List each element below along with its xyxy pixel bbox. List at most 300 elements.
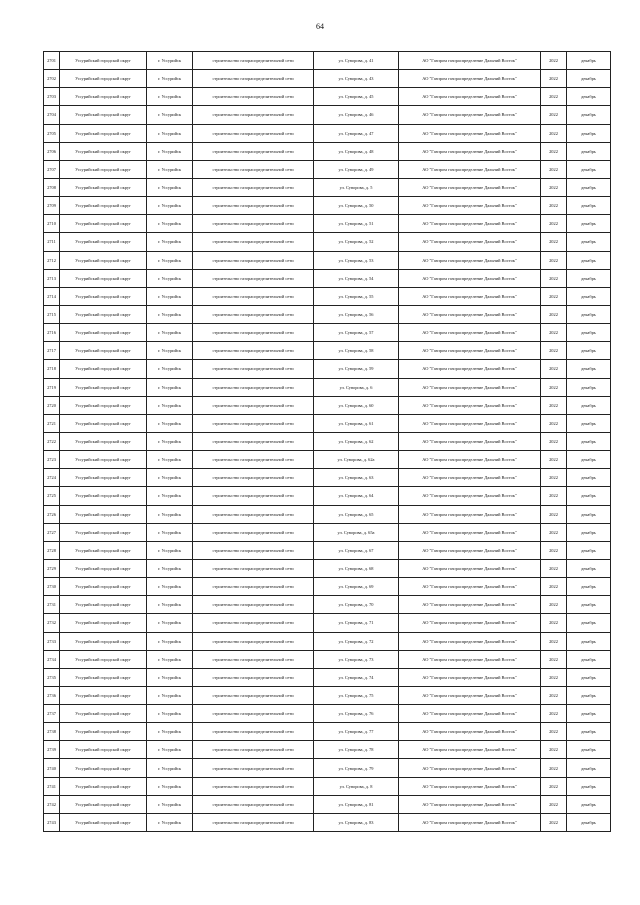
month-cell: декабрь [567, 160, 611, 178]
district-cell: Уссурийский городской округ [60, 759, 147, 777]
year-cell: 2022 [541, 632, 567, 650]
district-cell: Уссурийский городской округ [60, 596, 147, 614]
row-number-cell: 2727 [44, 523, 60, 541]
month-cell: декабрь [567, 360, 611, 378]
table-row [44, 705, 611, 723]
address-cell: ул. Суворова, д. 67 [314, 541, 399, 559]
row-number-cell: 2740 [44, 759, 60, 777]
address-cell: ул. Суворова, д. 6 [314, 378, 399, 396]
organization-cell: АО "Газпром газораспределение Дальний Восток" [399, 541, 541, 559]
work-type-cell: строительство газораспределительной сети [193, 686, 314, 704]
work-type-cell: строительство газораспределительной сети [193, 795, 314, 813]
table-row [44, 142, 611, 160]
district-cell: Уссурийский городской округ [60, 342, 147, 360]
address-cell: ул. Суворова, д. 56 [314, 305, 399, 323]
month-cell: декабрь [567, 705, 611, 723]
table-row [44, 287, 611, 305]
year-cell: 2022 [541, 668, 567, 686]
year-cell: 2022 [541, 178, 567, 196]
organization-cell: АО "Газпром газораспределение Дальний Восток" [399, 324, 541, 342]
address-cell: ул. Суворова, д. 65а [314, 523, 399, 541]
address-cell: ул. Суворова, д. 59 [314, 360, 399, 378]
work-type-cell: строительство газораспределительной сети [193, 650, 314, 668]
work-type-cell: строительство газораспределительной сети [193, 559, 314, 577]
address-cell: ул. Суворова, д. 70 [314, 596, 399, 614]
organization-cell: АО "Газпром газораспределение Дальний Восток" [399, 360, 541, 378]
city-cell: г. Уссурийск [147, 52, 193, 70]
district-cell: Уссурийский городской округ [60, 305, 147, 323]
month-cell: декабрь [567, 88, 611, 106]
district-cell: Уссурийский городской округ [60, 324, 147, 342]
row-number-cell: 2730 [44, 578, 60, 596]
organization-cell: АО "Газпром газораспределение Дальний Восток" [399, 378, 541, 396]
city-cell: г. Уссурийск [147, 705, 193, 723]
district-cell: Уссурийский городской округ [60, 88, 147, 106]
address-cell: ул. Суворова, д. 72 [314, 632, 399, 650]
month-cell: декабрь [567, 269, 611, 287]
address-cell: ул. Суворова, д. 64 [314, 487, 399, 505]
month-cell: декабрь [567, 233, 611, 251]
city-cell: г. Уссурийск [147, 88, 193, 106]
organization-cell: АО "Газпром газораспределение Дальний Восток" [399, 305, 541, 323]
work-type-cell: строительство газораспределительной сети [193, 414, 314, 432]
work-type-cell: строительство газораспределительной сети [193, 741, 314, 759]
city-cell: г. Уссурийск [147, 559, 193, 577]
district-cell: Уссурийский городской округ [60, 541, 147, 559]
year-cell: 2022 [541, 505, 567, 523]
work-type-cell: строительство газораспределительной сети [193, 88, 314, 106]
work-type-cell: строительство газораспределительной сети [193, 632, 314, 650]
district-cell: Уссурийский городской округ [60, 813, 147, 831]
city-cell: г. Уссурийск [147, 632, 193, 650]
month-cell: декабрь [567, 578, 611, 596]
district-cell: Уссурийский городской округ [60, 614, 147, 632]
month-cell: декабрь [567, 523, 611, 541]
city-cell: г. Уссурийск [147, 523, 193, 541]
month-cell: декабрь [567, 52, 611, 70]
city-cell: г. Уссурийск [147, 432, 193, 450]
organization-cell: АО "Газпром газораспределение Дальний Восток" [399, 142, 541, 160]
district-cell: Уссурийский городской округ [60, 487, 147, 505]
table-row [44, 378, 611, 396]
work-type-cell: строительство газораспределительной сети [193, 233, 314, 251]
district-cell: Уссурийский городской округ [60, 70, 147, 88]
work-type-cell: строительство газораспределительной сети [193, 342, 314, 360]
month-cell: декабрь [567, 777, 611, 795]
city-cell: г. Уссурийск [147, 813, 193, 831]
row-number-cell: 2707 [44, 160, 60, 178]
row-number-cell: 2701 [44, 52, 60, 70]
address-cell: ул. Суворова, д. 60 [314, 396, 399, 414]
district-cell: Уссурийский городской округ [60, 52, 147, 70]
work-type-cell: строительство газораспределительной сети [193, 160, 314, 178]
city-cell: г. Уссурийск [147, 287, 193, 305]
district-cell: Уссурийский городской округ [60, 414, 147, 432]
district-cell: Уссурийский городской округ [60, 668, 147, 686]
organization-cell: АО "Газпром газораспределение Дальний Восток" [399, 233, 541, 251]
table-row [44, 578, 611, 596]
city-cell: г. Уссурийск [147, 324, 193, 342]
organization-cell: АО "Газпром газораспределение Дальний Восток" [399, 632, 541, 650]
year-cell: 2022 [541, 559, 567, 577]
month-cell: декабрь [567, 251, 611, 269]
year-cell: 2022 [541, 378, 567, 396]
work-type-cell: строительство газораспределительной сети [193, 124, 314, 142]
row-number-cell: 2706 [44, 142, 60, 160]
work-type-cell: строительство газораспределительной сети [193, 777, 314, 795]
work-type-cell: строительство газораспределительной сети [193, 360, 314, 378]
month-cell: декабрь [567, 305, 611, 323]
table-row [44, 686, 611, 704]
work-type-cell: строительство газораспределительной сети [193, 487, 314, 505]
table-row [44, 813, 611, 831]
month-cell: декабрь [567, 378, 611, 396]
city-cell: г. Уссурийск [147, 668, 193, 686]
row-number-cell: 2705 [44, 124, 60, 142]
address-cell: ул. Суворова, д. 57 [314, 324, 399, 342]
row-number-cell: 2703 [44, 88, 60, 106]
work-type-cell: строительство газораспределительной сети [193, 541, 314, 559]
address-cell: ул. Суворова, д. 73 [314, 650, 399, 668]
address-cell: ул. Суворова, д. 62а [314, 451, 399, 469]
table-row [44, 632, 611, 650]
year-cell: 2022 [541, 451, 567, 469]
district-cell: Уссурийский городской округ [60, 451, 147, 469]
row-number-cell: 2731 [44, 596, 60, 614]
district-cell: Уссурийский городской округ [60, 396, 147, 414]
year-cell: 2022 [541, 70, 567, 88]
organization-cell: АО "Газпром газораспределение Дальний Восток" [399, 686, 541, 704]
month-cell: декабрь [567, 432, 611, 450]
year-cell: 2022 [541, 197, 567, 215]
city-cell: г. Уссурийск [147, 795, 193, 813]
year-cell: 2022 [541, 233, 567, 251]
district-cell: Уссурийский городской округ [60, 197, 147, 215]
row-number-cell: 2724 [44, 469, 60, 487]
organization-cell: АО "Газпром газораспределение Дальний Восток" [399, 813, 541, 831]
city-cell: г. Уссурийск [147, 759, 193, 777]
city-cell: г. Уссурийск [147, 360, 193, 378]
table-row [44, 487, 611, 505]
table-row [44, 52, 611, 70]
organization-cell: АО "Газпром газораспределение Дальний Восток" [399, 578, 541, 596]
year-cell: 2022 [541, 124, 567, 142]
row-number-cell: 2721 [44, 414, 60, 432]
row-number-cell: 2713 [44, 269, 60, 287]
district-cell: Уссурийский городской округ [60, 741, 147, 759]
district-cell: Уссурийский городской округ [60, 705, 147, 723]
organization-cell: АО "Газпром газораспределение Дальний Восток" [399, 342, 541, 360]
address-cell: ул. Суворова, д. 69 [314, 578, 399, 596]
year-cell: 2022 [541, 106, 567, 124]
district-cell: Уссурийский городской округ [60, 124, 147, 142]
row-number-cell: 2722 [44, 432, 60, 450]
organization-cell: АО "Газпром газораспределение Дальний Восток" [399, 795, 541, 813]
address-cell: ул. Суворова, д. 79 [314, 759, 399, 777]
organization-cell: АО "Газпром газораспределение Дальний Восток" [399, 614, 541, 632]
row-number-cell: 2717 [44, 342, 60, 360]
organization-cell: АО "Газпром газораспределение Дальний Восток" [399, 215, 541, 233]
table-body [44, 52, 611, 832]
address-cell: ул. Суворова, д. 71 [314, 614, 399, 632]
row-number-cell: 2737 [44, 705, 60, 723]
row-number-cell: 2736 [44, 686, 60, 704]
address-cell: ул. Суворова, д. 76 [314, 705, 399, 723]
month-cell: декабрь [567, 614, 611, 632]
address-cell: ул. Суворова, д. 63 [314, 469, 399, 487]
row-number-cell: 2728 [44, 541, 60, 559]
work-type-cell: строительство газораспределительной сети [193, 251, 314, 269]
address-cell: ул. Суворова, д. 5 [314, 178, 399, 196]
row-number-cell: 2708 [44, 178, 60, 196]
work-type-cell: строительство газораспределительной сети [193, 523, 314, 541]
table-row [44, 723, 611, 741]
work-type-cell: строительство газораспределительной сети [193, 70, 314, 88]
address-cell: ул. Суворова, д. 45 [314, 88, 399, 106]
organization-cell: АО "Газпром газораспределение Дальний Восток" [399, 251, 541, 269]
district-cell: Уссурийский городской округ [60, 523, 147, 541]
row-number-cell: 2709 [44, 197, 60, 215]
organization-cell: АО "Газпром газораспределение Дальний Восток" [399, 723, 541, 741]
address-cell: ул. Суворова, д. 83 [314, 813, 399, 831]
address-cell: ул. Суворова, д. 49 [314, 160, 399, 178]
city-cell: г. Уссурийск [147, 178, 193, 196]
work-type-cell: строительство газораспределительной сети [193, 614, 314, 632]
address-cell: ул. Суворова, д. 77 [314, 723, 399, 741]
work-type-cell: строительство газораспределительной сети [193, 52, 314, 70]
year-cell: 2022 [541, 88, 567, 106]
organization-cell: АО "Газпром газораспределение Дальний Восток" [399, 396, 541, 414]
table-row [44, 741, 611, 759]
organization-cell: АО "Газпром газораспределение Дальний Восток" [399, 505, 541, 523]
work-type-cell: строительство газораспределительной сети [193, 505, 314, 523]
organization-cell: АО "Газпром газораспределение Дальний Восток" [399, 559, 541, 577]
organization-cell: АО "Газпром газораспределение Дальний Восток" [399, 70, 541, 88]
district-cell: Уссурийский городской округ [60, 686, 147, 704]
month-cell: декабрь [567, 541, 611, 559]
month-cell: декабрь [567, 342, 611, 360]
district-cell: Уссурийский городской округ [60, 142, 147, 160]
organization-cell: АО "Газпром газораспределение Дальний Восток" [399, 469, 541, 487]
work-type-cell: строительство газораспределительной сети [193, 596, 314, 614]
address-cell: ул. Суворова, д. 61 [314, 414, 399, 432]
table-row [44, 777, 611, 795]
work-type-cell: строительство газораспределительной сети [193, 668, 314, 686]
table-row [44, 559, 611, 577]
work-type-cell: строительство газораспределительной сети [193, 142, 314, 160]
organization-cell: АО "Газпром газораспределение Дальний Восток" [399, 52, 541, 70]
year-cell: 2022 [541, 160, 567, 178]
table-row [44, 650, 611, 668]
gasification-schedule-table [43, 51, 611, 832]
city-cell: г. Уссурийск [147, 396, 193, 414]
row-number-cell: 2712 [44, 251, 60, 269]
table-row [44, 124, 611, 142]
work-type-cell: строительство газораспределительной сети [193, 197, 314, 215]
table-row [44, 396, 611, 414]
month-cell: декабрь [567, 596, 611, 614]
organization-cell: АО "Газпром газораспределение Дальний Восток" [399, 705, 541, 723]
year-cell: 2022 [541, 741, 567, 759]
address-cell: ул. Суворова, д. 75 [314, 686, 399, 704]
year-cell: 2022 [541, 686, 567, 704]
work-type-cell: строительство газораспределительной сети [193, 396, 314, 414]
organization-cell: АО "Газпром газораспределение Дальний Восток" [399, 287, 541, 305]
city-cell: г. Уссурийск [147, 106, 193, 124]
year-cell: 2022 [541, 705, 567, 723]
city-cell: г. Уссурийск [147, 160, 193, 178]
address-cell: ул. Суворова, д. 54 [314, 269, 399, 287]
organization-cell: АО "Газпром газораспределение Дальний Восток" [399, 523, 541, 541]
work-type-cell: строительство газораспределительной сети [193, 287, 314, 305]
organization-cell: АО "Газпром газораспределение Дальний Восток" [399, 759, 541, 777]
row-number-cell: 2723 [44, 451, 60, 469]
month-cell: декабрь [567, 142, 611, 160]
row-number-cell: 2716 [44, 324, 60, 342]
year-cell: 2022 [541, 523, 567, 541]
table-row [44, 360, 611, 378]
organization-cell: АО "Газпром газораспределение Дальний Восток" [399, 650, 541, 668]
month-cell: декабрь [567, 106, 611, 124]
district-cell: Уссурийский городской округ [60, 269, 147, 287]
city-cell: г. Уссурийск [147, 142, 193, 160]
city-cell: г. Уссурийск [147, 469, 193, 487]
work-type-cell: строительство газораспределительной сети [193, 215, 314, 233]
city-cell: г. Уссурийск [147, 487, 193, 505]
address-cell: ул. Суворова, д. 8 [314, 777, 399, 795]
month-cell: декабрь [567, 215, 611, 233]
year-cell: 2022 [541, 324, 567, 342]
year-cell: 2022 [541, 759, 567, 777]
month-cell: декабрь [567, 197, 611, 215]
table-row [44, 160, 611, 178]
year-cell: 2022 [541, 469, 567, 487]
district-cell: Уссурийский городской округ [60, 160, 147, 178]
row-number-cell: 2734 [44, 650, 60, 668]
district-cell: Уссурийский городской округ [60, 469, 147, 487]
address-cell: ул. Суворова, д. 65 [314, 505, 399, 523]
row-number-cell: 2718 [44, 360, 60, 378]
organization-cell: АО "Газпром газораспределение Дальний Восток" [399, 596, 541, 614]
table-row [44, 759, 611, 777]
address-cell: ул. Суворова, д. 68 [314, 559, 399, 577]
row-number-cell: 2714 [44, 287, 60, 305]
work-type-cell: строительство газораспределительной сети [193, 578, 314, 596]
address-cell: ул. Суворова, д. 41 [314, 52, 399, 70]
month-cell: декабрь [567, 287, 611, 305]
table-row [44, 233, 611, 251]
month-cell: декабрь [567, 650, 611, 668]
organization-cell: АО "Газпром газораспределение Дальний Восток" [399, 668, 541, 686]
year-cell: 2022 [541, 414, 567, 432]
row-number-cell: 2732 [44, 614, 60, 632]
month-cell: декабрь [567, 723, 611, 741]
work-type-cell: строительство газораспределительной сети [193, 813, 314, 831]
address-cell: ул. Суворова, д. 81 [314, 795, 399, 813]
district-cell: Уссурийский городской округ [60, 251, 147, 269]
row-number-cell: 2743 [44, 813, 60, 831]
month-cell: декабрь [567, 414, 611, 432]
year-cell: 2022 [541, 596, 567, 614]
organization-cell: АО "Газпром газораспределение Дальний Восток" [399, 106, 541, 124]
address-cell: ул. Суворова, д. 62 [314, 432, 399, 450]
year-cell: 2022 [541, 342, 567, 360]
city-cell: г. Уссурийск [147, 124, 193, 142]
table-row [44, 541, 611, 559]
address-cell: ул. Суворова, д. 52 [314, 233, 399, 251]
table-row [44, 178, 611, 196]
work-type-cell: строительство газораспределительной сети [193, 451, 314, 469]
year-cell: 2022 [541, 305, 567, 323]
address-cell: ул. Суворова, д. 53 [314, 251, 399, 269]
organization-cell: АО "Газпром газораспределение Дальний Восток" [399, 414, 541, 432]
row-number-cell: 2702 [44, 70, 60, 88]
year-cell: 2022 [541, 52, 567, 70]
city-cell: г. Уссурийск [147, 451, 193, 469]
city-cell: г. Уссурийск [147, 505, 193, 523]
month-cell: декабрь [567, 487, 611, 505]
row-number-cell: 2719 [44, 378, 60, 396]
address-cell: ул. Суворова, д. 46 [314, 106, 399, 124]
organization-cell: АО "Газпром газораспределение Дальний Восток" [399, 160, 541, 178]
district-cell: Уссурийский городской округ [60, 777, 147, 795]
table-row [44, 469, 611, 487]
year-cell: 2022 [541, 650, 567, 668]
year-cell: 2022 [541, 269, 567, 287]
city-cell: г. Уссурийск [147, 251, 193, 269]
city-cell: г. Уссурийск [147, 777, 193, 795]
row-number-cell: 2733 [44, 632, 60, 650]
row-number-cell: 2710 [44, 215, 60, 233]
month-cell: декабрь [567, 469, 611, 487]
organization-cell: АО "Газпром газораспределение Дальний Восток" [399, 124, 541, 142]
organization-cell: АО "Газпром газораспределение Дальний Восток" [399, 88, 541, 106]
work-type-cell: строительство газораспределительной сети [193, 759, 314, 777]
city-cell: г. Уссурийск [147, 215, 193, 233]
table-row [44, 197, 611, 215]
month-cell: декабрь [567, 741, 611, 759]
year-cell: 2022 [541, 578, 567, 596]
district-cell: Уссурийский городской округ [60, 632, 147, 650]
city-cell: г. Уссурийск [147, 414, 193, 432]
month-cell: декабрь [567, 324, 611, 342]
work-type-cell: строительство газораспределительной сети [193, 106, 314, 124]
table-row [44, 269, 611, 287]
row-number-cell: 2739 [44, 741, 60, 759]
month-cell: декабрь [567, 178, 611, 196]
work-type-cell: строительство газораспределительной сети [193, 432, 314, 450]
month-cell: декабрь [567, 505, 611, 523]
district-cell: Уссурийский городской округ [60, 287, 147, 305]
table-row [44, 324, 611, 342]
city-cell: г. Уссурийск [147, 197, 193, 215]
district-cell: Уссурийский городской округ [60, 723, 147, 741]
address-cell: ул. Суворова, д. 74 [314, 668, 399, 686]
table-row [44, 251, 611, 269]
page-number: 64 [316, 22, 324, 31]
organization-cell: АО "Газпром газораспределение Дальний Восток" [399, 178, 541, 196]
city-cell: г. Уссурийск [147, 70, 193, 88]
city-cell: г. Уссурийск [147, 614, 193, 632]
district-cell: Уссурийский городской округ [60, 360, 147, 378]
city-cell: г. Уссурийск [147, 578, 193, 596]
row-number-cell: 2704 [44, 106, 60, 124]
month-cell: декабрь [567, 686, 611, 704]
city-cell: г. Уссурийск [147, 378, 193, 396]
district-cell: Уссурийский городской округ [60, 106, 147, 124]
table-row [44, 88, 611, 106]
month-cell: декабрь [567, 795, 611, 813]
